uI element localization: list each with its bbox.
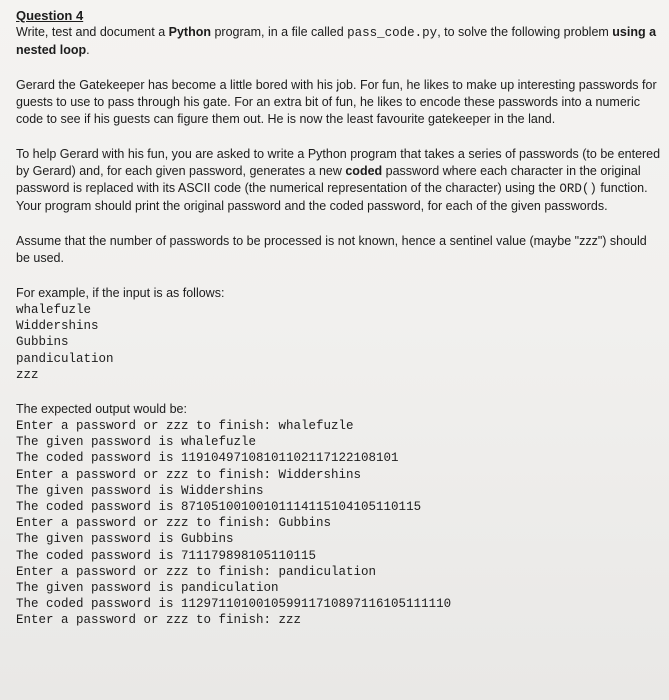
- filename: pass_code.py: [347, 26, 438, 40]
- question-title: Question 4: [16, 8, 84, 23]
- task-text-3: function. Your program should print the original password and the coded password, for each of the given passwords.: [16, 181, 648, 213]
- output-line: The coded password is 87105100100101114115104105110115: [16, 500, 422, 515]
- story-paragraph: Gerard the Gatekeeper has become a little bored with his job. For fun, he likes to make up interesting passwords for guests to use to pass through his gate. For an extra bit of fun, he likes to encode these passwords into a numeric code to see if his guests can figure them out. He is now the least favourite gatekeeper in the land.: [16, 78, 657, 126]
- output-line: The coded password is 711179898105110115: [16, 548, 317, 563]
- expected-output-block: [16, 418, 661, 629]
- example-input-line: pandiculation: [16, 351, 114, 366]
- example-input-list: [16, 302, 661, 383]
- example-input-line: zzz: [16, 367, 39, 382]
- output-line: The given password is Gubbins: [16, 532, 234, 547]
- example-input-line: Widdershins: [16, 319, 99, 334]
- question-content: [16, 8, 661, 629]
- example-input-line: Gubbins: [16, 335, 69, 350]
- sentinel-paragraph: Assume that the number of passwords to be processed is not known, hence a sentinel value (maybe "zzz") should be used.: [16, 234, 647, 265]
- output-line: Enter a password or zzz to finish: Widdershins: [16, 467, 362, 482]
- task-text-2: password where each character in the original password is replaced with its ASCII code (the numerical representation of the character) using the: [16, 164, 641, 195]
- intro-text-3: , to solve the following problem: [437, 25, 613, 39]
- output-line: The given password is Widdershins: [16, 483, 264, 498]
- intro-text-2: program, in a file called: [210, 25, 348, 39]
- example-intro: For example, if the input is as follows:: [16, 286, 225, 300]
- example-input-line: whalefuzle: [16, 303, 92, 317]
- output-line: The given password is whalefuzle: [16, 435, 257, 450]
- intro-nested-loop: using a nested loop: [16, 25, 657, 57]
- output-line: The coded password is 11910497108101102117122108101: [16, 451, 399, 466]
- intro-text-1: Write, test and document a: [16, 25, 169, 39]
- output-line: The given password is pandiculation: [16, 581, 279, 596]
- output-line: The coded password is 112971101001059911710897116105111110: [16, 597, 452, 612]
- task-text-1: To help Gerard with his fun, you are asked to write a Python program that takes a series of passwords (to be entered by Gerard) and, for each given password, generates a new: [16, 147, 661, 178]
- output-intro: The expected output would be:: [16, 402, 187, 417]
- intro-text-4: .: [86, 43, 90, 57]
- intro-python: Python: [168, 25, 211, 39]
- output-line: Enter a password or zzz to finish: whalefuzle: [16, 419, 354, 434]
- output-line: Enter a password or zzz to finish: zzz: [16, 613, 302, 628]
- task-coded: coded: [345, 164, 383, 178]
- ord-function: ORD(): [559, 182, 597, 196]
- task-paragraph: [16, 146, 661, 215]
- question-intro: [16, 24, 661, 59]
- output-line: Enter a password or zzz to finish: Gubbins: [16, 516, 332, 531]
- output-line: Enter a password or zzz to finish: pandiculation: [16, 564, 377, 579]
